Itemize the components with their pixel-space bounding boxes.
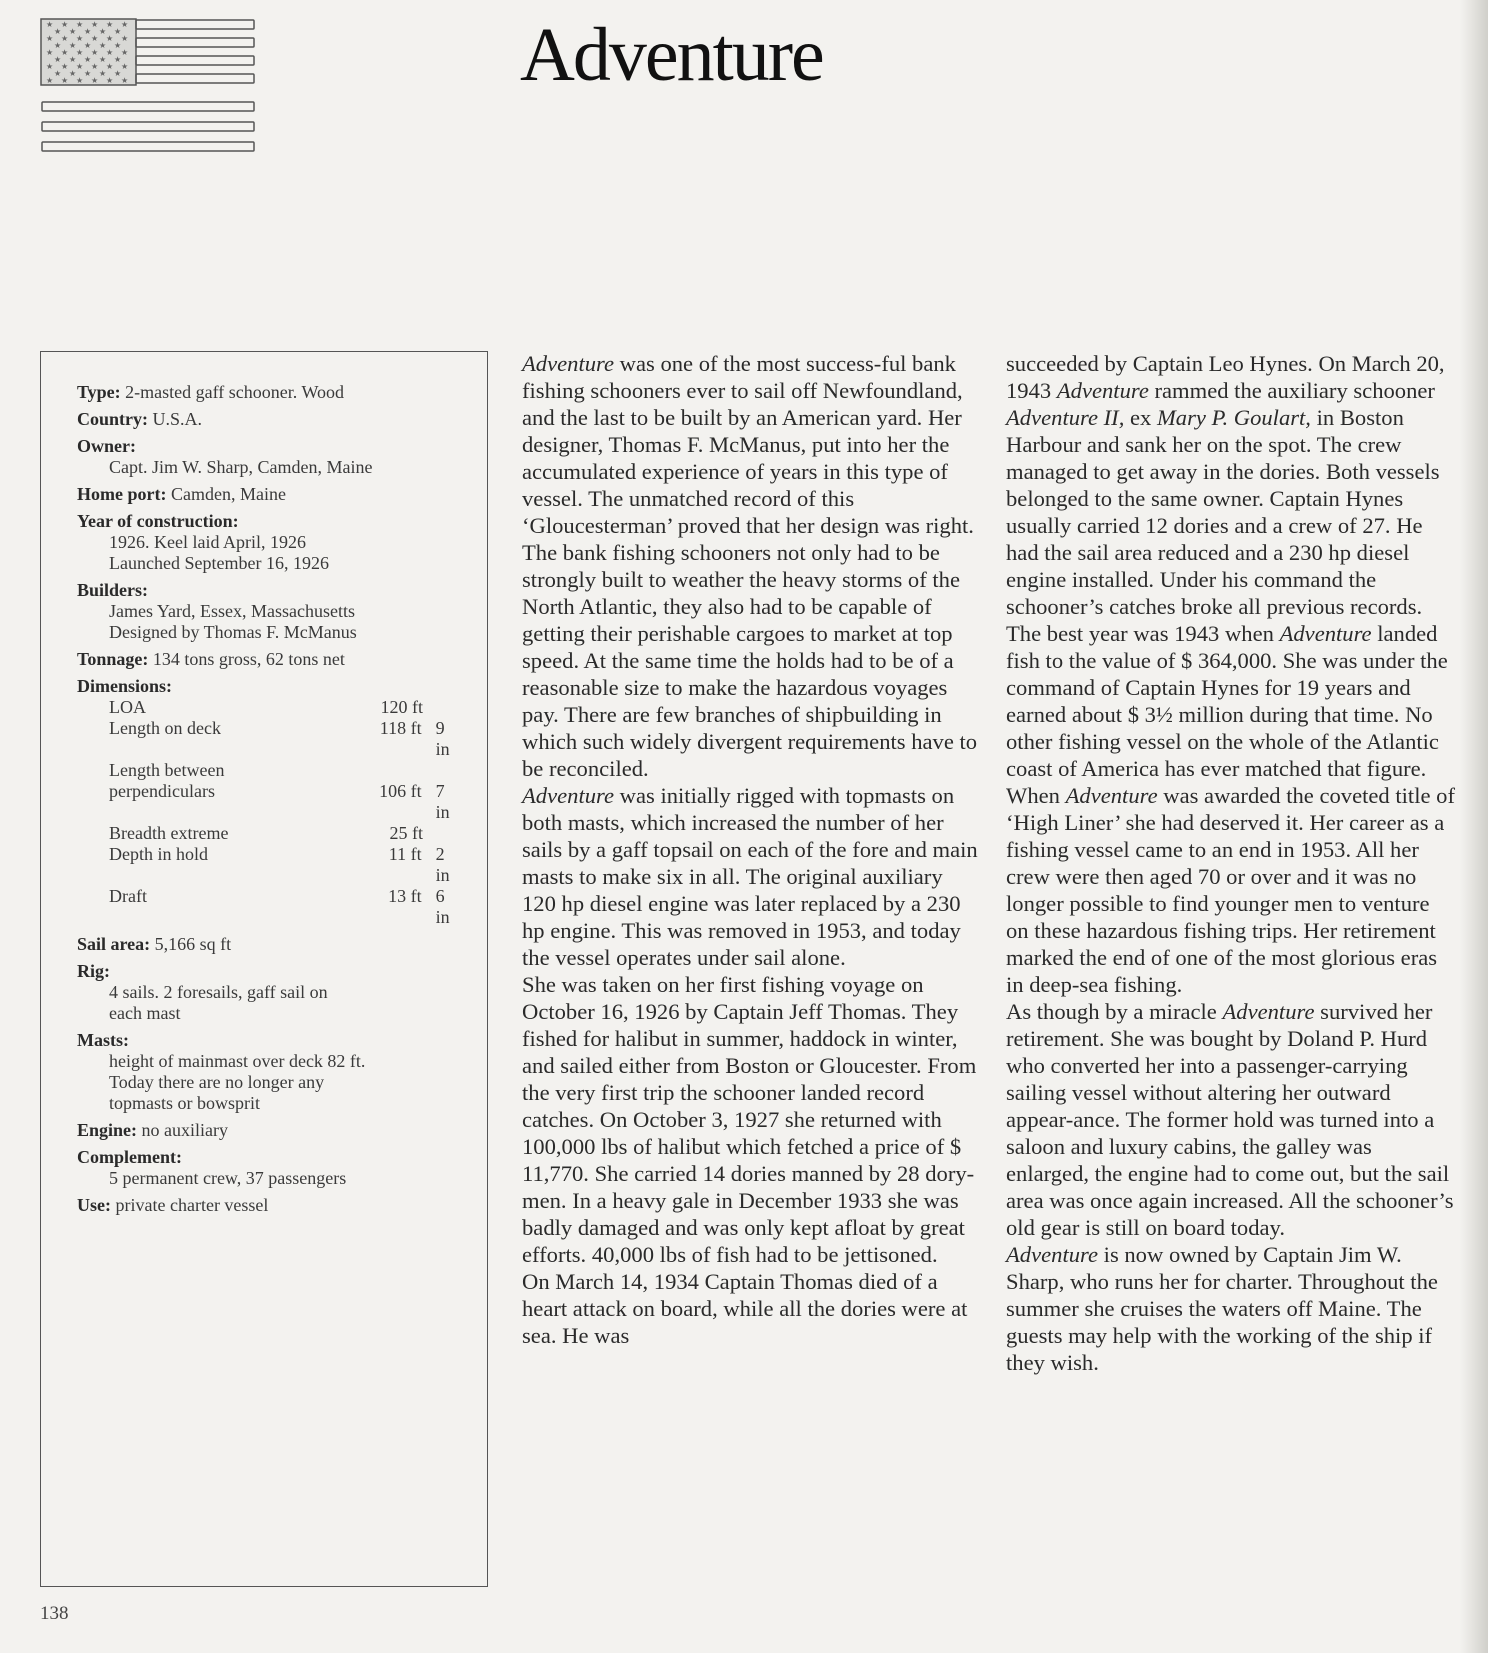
spec-home-port: Home port: Camden, Maine [77, 484, 286, 504]
flag-star: ★ [114, 27, 122, 36]
flag-star: ★ [84, 69, 92, 78]
dimension-row [77, 781, 463, 823]
dimension-ft [361, 760, 437, 781]
article-column-2 [1006, 350, 1456, 1376]
flag-star: ★ [84, 55, 92, 64]
flag-star: ★ [76, 62, 84, 71]
flag-star: ★ [121, 20, 129, 29]
dimension-name: Length between [109, 760, 225, 780]
flag-star: ★ [61, 48, 69, 57]
flag-star: ★ [69, 69, 77, 78]
page-title: Adventure [520, 13, 823, 97]
flag-star: ★ [121, 48, 129, 57]
dimension-ft: 120 ft [380, 697, 423, 717]
flag-star: ★ [76, 76, 84, 85]
flag-star: ★ [91, 62, 99, 71]
page-number: 138 [40, 1603, 69, 1624]
flag-star: ★ [106, 48, 114, 57]
dimension-in: 7 in [435, 781, 450, 822]
paragraph-6: Adventure is now owned by Captain Jim W. Sharp, who runs her for charter. Throughout the summer she cruises the waters off Maine. The guests may help with the working of the ship if they wish. [1006, 1242, 1438, 1375]
flag-star: ★ [61, 62, 69, 71]
paragraph-4-start: On March 14, 1934 Captain Thomas died of a heart attack on board, while all the dories were at sea. He was [522, 1269, 968, 1348]
dimension-in: 6 in [435, 886, 450, 927]
dimension-ft: 106 ft [379, 781, 422, 801]
spec-engine: Engine: no auxiliary [77, 1120, 228, 1140]
spec-dimensions: Dimensions: LOA 120 ft Length on deck 118 ft 9 in Length between perpendiculars 106 ft 7 in Breadth extreme 25 ft Depth in hold 11 ft 2 in Draft 13 ft 6 in [77, 676, 463, 928]
flag-star: ★ [61, 20, 69, 29]
flag-star: ★ [69, 27, 77, 36]
dimension-ft: 118 ft [379, 718, 422, 738]
dimension-row [77, 760, 463, 781]
flag-star: ★ [46, 34, 54, 43]
flag-star: ★ [106, 20, 114, 29]
flag-star: ★ [121, 76, 129, 85]
flag-star: ★ [76, 34, 84, 43]
dimension-name: Draft [109, 886, 147, 906]
dimension-name: Depth in hold [109, 844, 208, 864]
dimensions-table [77, 697, 463, 928]
spec-year: Year of construction: 1926. Keel laid April, 1926 Launched September 16, 1926 [77, 511, 329, 573]
dimension-in: 2 in [435, 844, 450, 885]
spec-use: Use: private charter vessel [77, 1195, 269, 1215]
flag-star: ★ [54, 41, 62, 50]
flag-star: ★ [76, 20, 84, 29]
article-column-1 [522, 350, 982, 1349]
dimension-ft: 11 ft [388, 844, 422, 864]
flag-star: ★ [54, 69, 62, 78]
flag-star: ★ [106, 62, 114, 71]
flag-star: ★ [99, 55, 107, 64]
flag-star: ★ [46, 62, 54, 71]
us-flag-icon [40, 18, 256, 154]
spec-owner: Owner: Capt. Jim W. Sharp, Camden, Maine [77, 436, 373, 477]
flag-star: ★ [54, 27, 62, 36]
spec-rig: Rig: 4 sails. 2 foresails, gaff sail on each mast [77, 961, 328, 1023]
spec-country: Country: U.S.A. [77, 409, 203, 429]
page-gutter-shadow [1460, 0, 1488, 1653]
flag-star: ★ [99, 27, 107, 36]
dimension-name: Length on deck [109, 718, 221, 738]
paragraph-1: Adventure was one of the most success-ful bank fishing schooners ever to sail off Newfoundland, and the last to be built by an American yard. Her designer, Thomas F. McManus, put into her the accumulated experience of years in this type of vessel. The unmatched record of this ‘Gloucesterman’ proved that her design was right. The bank fishing schooners not only had to be strongly built to weather the heavy storms of the North Atlantic, they also had to be capable of getting their perishable cargoes to market at top speed. At the same time the holds had to be of a reasonable size to make the hazardous voyages pay. There are few branches of shipbuilding in which such widely divergent requirements have to be reconciled. [522, 351, 978, 781]
flag-star: ★ [106, 34, 114, 43]
spec-complement: Complement: 5 permanent crew, 37 passengers [77, 1147, 347, 1188]
dimension-name: LOA [109, 697, 146, 717]
flag-star: ★ [99, 41, 107, 50]
dimension-name: perpendiculars [109, 781, 215, 801]
flag-star: ★ [91, 76, 99, 85]
paragraph-4: succeeded by Captain Leo Hynes. On March 20, 1943 Adventure rammed the auxiliary schooner Adventure II, ex Mary P. Goulart, in Boston Harbour and sank her on the spot. The crew managed to get away in the dories. Both vessels belonged to the same owner. Captain Hynes usually carried 12 dories and a crew of 27. He had the sail area reduced and a 230 hp diesel engine installed. Under his command the schooner’s catches broke all previous records. The best year was 1943 when Adventure landed fish to the value of $ 364,000. She was under the command of Captain Hynes for 19 years and earned about $ 3½ million during that time. No other fishing vessel on the whole of the Atlantic coast of America has ever matched that figure. When Adventure was awarded the coveted title of ‘High Liner’ she had deserved it. Her career as a fishing vessel came to an end in 1953. All her crew were then aged 70 or over and it was no longer possible to find younger men to venture on these hazardous fishing trips. Her retirement marked the end of one of the most glorious eras in deep-sea fishing. [1006, 351, 1455, 997]
flag-star: ★ [69, 41, 77, 50]
flag-star: ★ [46, 48, 54, 57]
flag-star: ★ [91, 48, 99, 57]
paragraph-5: As though by a miracle Adventure survived her retirement. She was bought by Doland P. Hurd who converted her into a passenger-carrying sailing vessel without altering her outward appear-ance. The former hold was turned into a saloon and luxury cabins, the galley was enlarged, the engine had to come out, but the sail area was once again increased. All the schooner’s old gear is still on board today. [1006, 999, 1454, 1240]
dimension-in: 9 in [435, 718, 450, 759]
flag-star: ★ [69, 55, 77, 64]
flag-star: ★ [54, 55, 62, 64]
specifications-box [40, 351, 488, 1587]
dimension-row [77, 886, 463, 928]
flag-star: ★ [114, 69, 122, 78]
dimension-row [77, 697, 463, 718]
dimension-ft: 13 ft [388, 886, 422, 906]
flag-star: ★ [121, 34, 129, 43]
paragraph-2: Adventure was initially rigged with topmasts on both masts, which increased the number of her sails by a gaff topsail on each of the fore and main masts to make six in all. The original auxiliary 120 hp diesel engine was later replaced by a 230 hp engine. This was removed in 1953, and today the vessel operates under sail alone. [522, 783, 978, 970]
dimension-row [77, 844, 463, 886]
dimension-row [77, 718, 463, 760]
flag-star: ★ [84, 41, 92, 50]
flag-star: ★ [91, 20, 99, 29]
flag-star: ★ [84, 27, 92, 36]
flag-star: ★ [46, 76, 54, 85]
flag-star: ★ [61, 76, 69, 85]
dimension-row [77, 823, 463, 844]
spec-masts: Masts: height of mainmast over deck 82 ft. Today there are no longer any topmasts or bowsprit [77, 1030, 366, 1113]
flag-star: ★ [76, 48, 84, 57]
flag-star: ★ [91, 34, 99, 43]
flag-star: ★ [106, 76, 114, 85]
spec-type: Type: 2-masted gaff schooner. Wood [77, 382, 345, 402]
dimension-name: Breadth extreme [109, 823, 229, 843]
flag-star: ★ [61, 34, 69, 43]
dimension-ft: 25 ft [389, 823, 423, 843]
spec-tonnage: Tonnage: 134 tons gross, 62 tons net [77, 649, 345, 669]
paragraph-3: She was taken on her first fishing voyage on October 16, 1926 by Captain Jeff Thomas. They fished for halibut in summer, haddock in winter, and sailed either from Boston or Gloucester. From the very first trip the schooner landed record catches. On October 3, 1927 she returned with 100,000 lbs of halibut which fetched a price of $ 11,770. She carried 14 dories manned by 28 dory-men. In a heavy gale in December 1933 she was badly damaged and was only kept afloat by great efforts. 40,000 lbs of fish had to be jettisoned. [522, 972, 977, 1267]
flag-star: ★ [46, 20, 54, 29]
flag-star: ★ [114, 55, 122, 64]
flag-star: ★ [121, 62, 129, 71]
spec-sail-area: Sail area: 5,166 sq ft [77, 934, 232, 954]
spec-builders: Builders: James Yard, Essex, Massachusetts Designed by Thomas F. McManus [77, 580, 357, 642]
flag-star: ★ [99, 69, 107, 78]
flag-star: ★ [114, 41, 122, 50]
